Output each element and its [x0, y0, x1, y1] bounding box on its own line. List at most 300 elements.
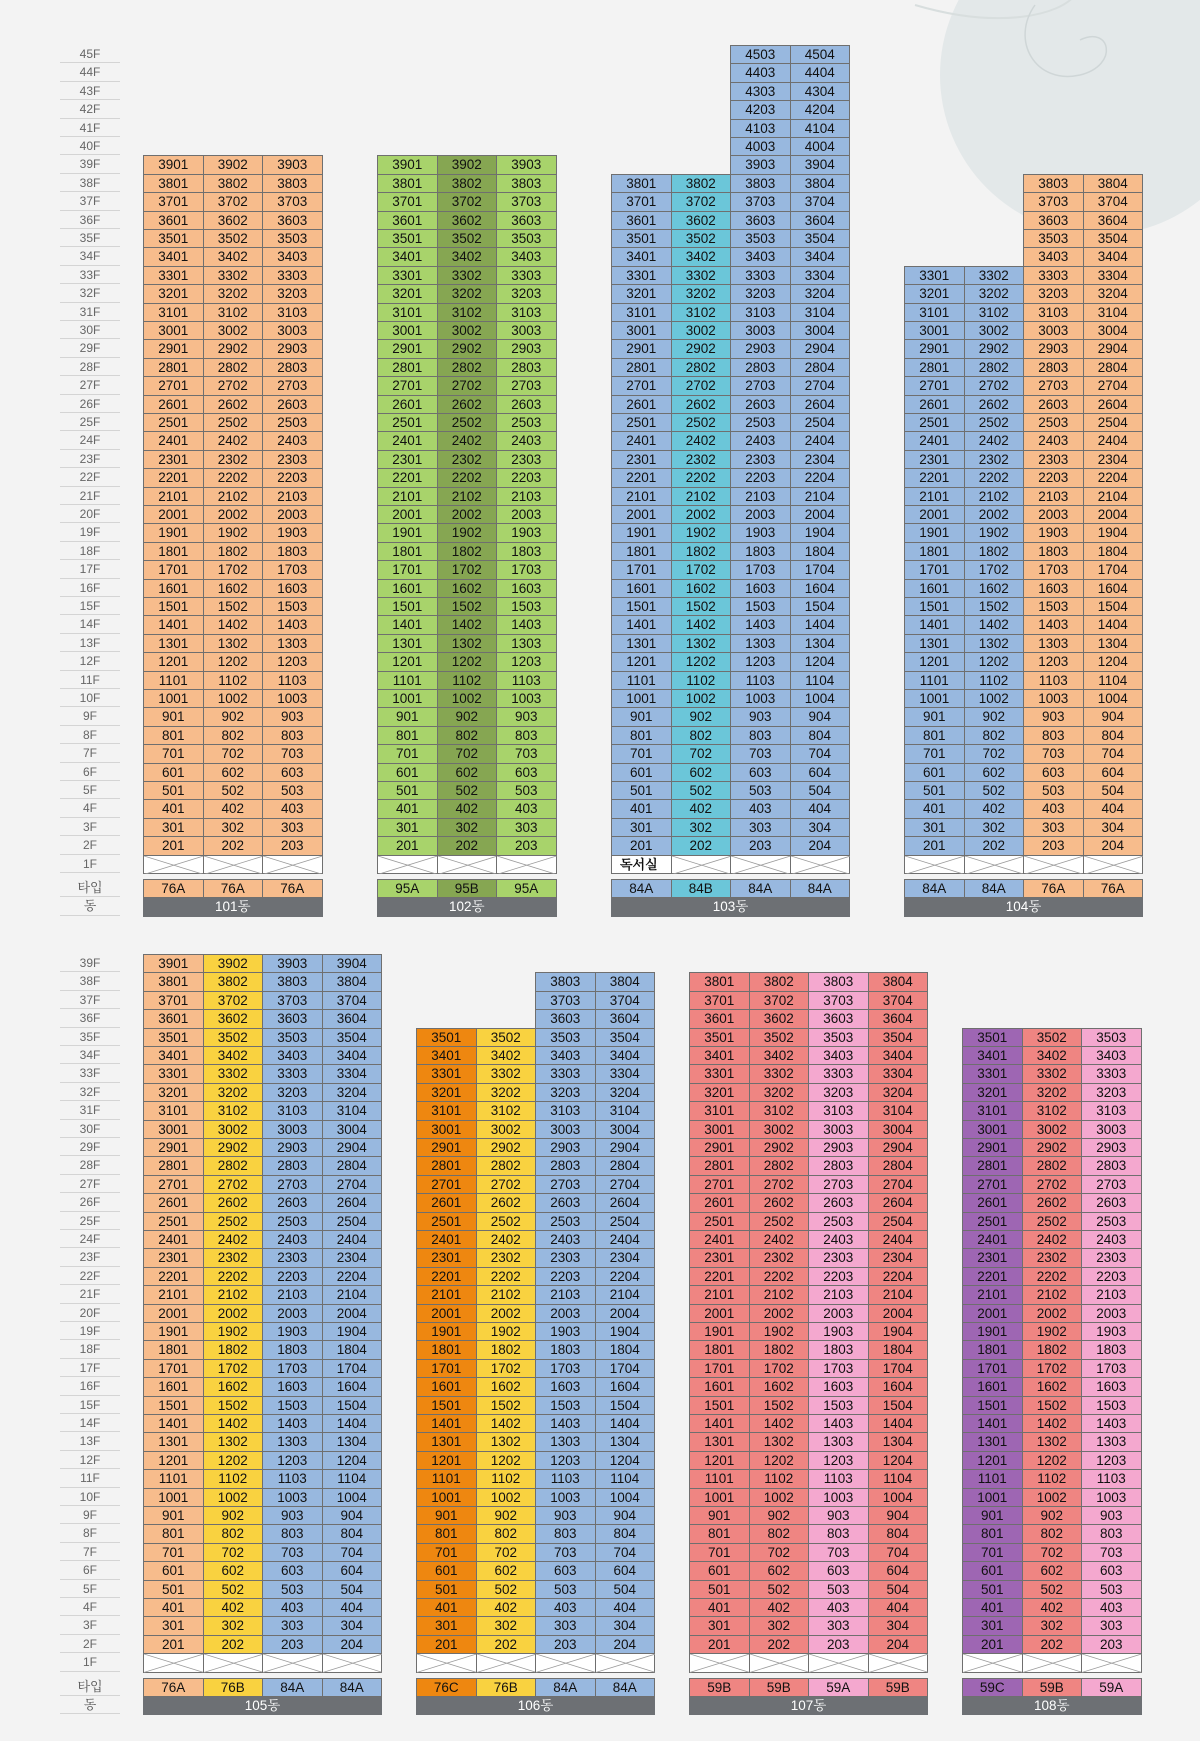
unit-cell: 2902	[437, 339, 498, 358]
unit-cell: 202	[437, 836, 498, 855]
unit-cell: 2102	[1022, 1285, 1083, 1304]
unit-cell: 402	[437, 799, 498, 818]
unit-cell: 1403	[1081, 1414, 1142, 1433]
unit-cell: 1003	[808, 1488, 869, 1507]
unit-cell: 3501	[143, 1028, 204, 1047]
unit-cell: 2703	[808, 1175, 869, 1194]
unit-cell: 3703	[730, 192, 791, 211]
unit-type-cell: 76A	[203, 879, 264, 898]
unit-cell: 702	[203, 1543, 264, 1562]
floor-label: 22F	[60, 1267, 120, 1285]
floor-label: 5F	[60, 1580, 120, 1598]
unit-cell: 1201	[689, 1451, 750, 1470]
unit-cell: 501	[377, 781, 438, 800]
unit-cell: 3803	[808, 972, 869, 991]
unit-cell: 3603	[730, 211, 791, 230]
floor-label: 40F	[60, 137, 120, 155]
library-label: 독서실	[611, 855, 672, 874]
unit-cell: 3201	[689, 1083, 750, 1102]
unit-cell: 2201	[904, 468, 965, 487]
unit-cell: 1704	[322, 1359, 383, 1378]
unit-cell: 1703	[1023, 560, 1084, 579]
unit-cell: 2904	[790, 339, 851, 358]
unit-cell: 3001	[416, 1120, 477, 1139]
pilotis-cross-icon	[1084, 856, 1144, 874]
unit-cell: 804	[1083, 726, 1144, 745]
unit-cell: 502	[1022, 1580, 1083, 1599]
floor-label: 18F	[60, 1340, 120, 1358]
floor-label: 12F	[60, 652, 120, 670]
unit-cell: 501	[143, 1580, 204, 1599]
unit-cell: 3604	[790, 211, 851, 230]
unit-cell: 2204	[868, 1267, 929, 1286]
unit-cell: 2502	[203, 1212, 264, 1231]
unit-cell: 1003	[1023, 689, 1084, 708]
unit-cell: 401	[689, 1598, 750, 1617]
unit-cell: 3503	[496, 229, 557, 248]
unit-cell: 3502	[476, 1028, 537, 1047]
unit-cell: 3303	[1081, 1064, 1142, 1083]
unit-cell: 2901	[377, 339, 438, 358]
unit-cell: 1401	[611, 615, 672, 634]
unit-cell: 1702	[1022, 1359, 1083, 1378]
unit-cell: 2102	[437, 487, 498, 506]
unit-cell: 2802	[749, 1156, 810, 1175]
unit-cell: 2803	[262, 358, 323, 377]
unit-cell: 2103	[1023, 487, 1084, 506]
unit-cell: 204	[322, 1635, 383, 1654]
unit-cell: 3104	[790, 303, 851, 322]
unit-cell: 1801	[611, 542, 672, 561]
unit-cell: 2702	[671, 376, 732, 395]
unit-cell: 3703	[262, 991, 323, 1010]
unit-cell: 2003	[730, 505, 791, 524]
unit-type-cell: 84A	[964, 879, 1025, 898]
unit-cell: 2501	[416, 1212, 477, 1231]
unit-cell: 4004	[790, 137, 851, 156]
unit-cell: 2801	[143, 358, 204, 377]
unit-cell: 2904	[1083, 339, 1144, 358]
unit-cell: 502	[476, 1580, 537, 1599]
unit-type-cell: 59C	[962, 1678, 1023, 1697]
unit-cell: 2401	[416, 1230, 477, 1249]
unit-cell: 2901	[689, 1138, 750, 1157]
pilotis-cross-icon	[965, 856, 1025, 874]
unit-cell: 2803	[496, 358, 557, 377]
unit-cell: 1802	[671, 542, 732, 561]
floor-label: 11F	[60, 671, 120, 689]
unit-cell: 2601	[377, 395, 438, 414]
unit-cell: 1902	[476, 1322, 537, 1341]
floor-label: 30F	[60, 321, 120, 339]
unit-cell: 703	[535, 1543, 596, 1562]
unit-cell: 3102	[476, 1101, 537, 1120]
floor-label: 23F	[60, 450, 120, 468]
unit-cell: 802	[964, 726, 1025, 745]
unit-cell: 3204	[595, 1083, 656, 1102]
unit-cell: 503	[535, 1580, 596, 1599]
unit-cell: 2704	[790, 376, 851, 395]
unit-cell: 2303	[262, 450, 323, 469]
building-name: 108동	[962, 1697, 1142, 1715]
unit-cell: 3803	[262, 972, 323, 991]
unit-cell: 2202	[964, 468, 1025, 487]
unit-cell: 1902	[671, 523, 732, 542]
building-row-label: 동	[60, 1696, 120, 1714]
unit-cell: 2501	[377, 413, 438, 432]
floor-label: 39F	[60, 155, 120, 173]
pilotis-cross-icon	[963, 1654, 1023, 1672]
unit-cell: 2904	[868, 1138, 929, 1157]
unit-cell: 2602	[1022, 1193, 1083, 1212]
unit-cell: 303	[1023, 818, 1084, 837]
unit-cell: 2301	[377, 450, 438, 469]
unit-cell: 801	[689, 1524, 750, 1543]
unit-cell: 1204	[868, 1451, 929, 1470]
unit-cell: 301	[416, 1616, 477, 1635]
unit-cell: 2503	[730, 413, 791, 432]
unit-cell: 902	[203, 707, 264, 726]
unit-cell: 3903	[262, 155, 323, 174]
unit-cell: 1603	[535, 1377, 596, 1396]
unit-cell: 2302	[749, 1248, 810, 1267]
unit-cell: 2401	[962, 1230, 1023, 1249]
unit-cell: 1303	[730, 634, 791, 653]
unit-cell: 803	[808, 1524, 869, 1543]
unit-cell: 3001	[962, 1120, 1023, 1139]
unit-cell: 3102	[1022, 1101, 1083, 1120]
unit-cell: 4003	[730, 137, 791, 156]
unit-cell: 3003	[496, 321, 557, 340]
unit-cell: 2401	[143, 431, 204, 450]
unit-cell: 2103	[535, 1285, 596, 1304]
unit-cell: 3301	[377, 266, 438, 285]
unit-cell: 702	[203, 744, 264, 763]
unit-cell: 2502	[964, 413, 1025, 432]
unit-cell: 303	[730, 818, 791, 837]
unit-cell: 803	[730, 726, 791, 745]
unit-cell: 904	[322, 1506, 383, 1525]
unit-cell: 201	[611, 836, 672, 855]
unit-cell: 2203	[730, 468, 791, 487]
unit-cell: 3003	[535, 1120, 596, 1139]
unit-cell: 503	[262, 781, 323, 800]
unit-cell: 1601	[611, 579, 672, 598]
unit-cell: 2803	[808, 1156, 869, 1175]
unit-cell: 1804	[868, 1340, 929, 1359]
pilotis-cell	[322, 1653, 383, 1672]
unit-cell: 903	[808, 1506, 869, 1525]
unit-cell: 2704	[595, 1175, 656, 1194]
unit-cell: 3702	[749, 991, 810, 1010]
floor-label: 37F	[60, 192, 120, 210]
pilotis-cross-icon	[263, 856, 323, 874]
unit-cell: 604	[868, 1561, 929, 1580]
unit-cell: 904	[1083, 707, 1144, 726]
unit-cell: 2302	[437, 450, 498, 469]
floor-label: 25F	[60, 1212, 120, 1230]
unit-cell: 3101	[904, 303, 965, 322]
floor-label: 44F	[60, 63, 120, 81]
unit-cell: 803	[496, 726, 557, 745]
pilotis-cross-icon	[596, 1654, 656, 1672]
unit-cell: 704	[790, 744, 851, 763]
unit-cell: 3603	[1023, 211, 1084, 230]
unit-cell: 602	[671, 763, 732, 782]
unit-cell: 403	[535, 1598, 596, 1617]
floor-label: 13F	[60, 634, 120, 652]
unit-cell: 3404	[595, 1046, 656, 1065]
unit-cell: 3604	[1083, 211, 1144, 230]
unit-cell: 2804	[868, 1156, 929, 1175]
pilotis-cross-icon	[690, 1654, 750, 1672]
unit-cell: 303	[496, 818, 557, 837]
unit-cell: 2803	[730, 358, 791, 377]
unit-type-cell: 76B	[476, 1678, 537, 1697]
pilotis-cell	[143, 855, 204, 874]
unit-cell: 1004	[595, 1488, 656, 1507]
floor-label: 15F	[60, 1396, 120, 1414]
unit-type-cell: 95B	[437, 879, 498, 898]
unit-cell: 402	[749, 1598, 810, 1617]
unit-cell: 2803	[262, 1156, 323, 1175]
unit-cell: 1902	[203, 1322, 264, 1341]
pilotis-cell	[143, 1653, 204, 1672]
unit-cell: 1301	[143, 1432, 204, 1451]
building-row-label: 동	[60, 897, 120, 915]
unit-cell: 3504	[790, 229, 851, 248]
unit-cell: 3401	[416, 1046, 477, 1065]
unit-cell: 204	[595, 1635, 656, 1654]
unit-cell: 403	[1081, 1598, 1142, 1617]
unit-cell: 504	[595, 1580, 656, 1599]
unit-cell: 1803	[496, 542, 557, 561]
unit-cell: 3602	[203, 211, 264, 230]
floor-label: 45F	[60, 45, 120, 63]
unit-cell: 3002	[476, 1120, 537, 1139]
unit-cell: 3103	[535, 1101, 596, 1120]
unit-cell: 1003	[535, 1488, 596, 1507]
unit-cell: 2204	[790, 468, 851, 487]
unit-cell: 1902	[1022, 1322, 1083, 1341]
unit-cell: 203	[262, 836, 323, 855]
unit-cell: 3001	[143, 321, 204, 340]
unit-cell: 3002	[671, 321, 732, 340]
floor-label: 21F	[60, 487, 120, 505]
unit-cell: 3003	[262, 1120, 323, 1139]
unit-cell: 2304	[1083, 450, 1144, 469]
unit-cell: 3302	[671, 266, 732, 285]
unit-cell: 1703	[496, 560, 557, 579]
unit-cell: 1102	[1022, 1469, 1083, 1488]
unit-cell: 2003	[262, 505, 323, 524]
unit-cell: 3102	[964, 303, 1025, 322]
unit-cell: 3402	[437, 247, 498, 266]
unit-cell: 303	[262, 1616, 323, 1635]
unit-cell: 2404	[322, 1230, 383, 1249]
unit-cell: 2303	[730, 450, 791, 469]
unit-cell: 3502	[203, 229, 264, 248]
unit-cell: 2601	[143, 1193, 204, 1212]
unit-cell: 1101	[416, 1469, 477, 1488]
pilotis-cell	[496, 855, 557, 874]
unit-cell: 2104	[322, 1285, 383, 1304]
unit-cell: 1101	[611, 671, 672, 690]
unit-cell: 1901	[611, 523, 672, 542]
floor-label: 25F	[60, 413, 120, 431]
unit-type-cell: 76C	[416, 1678, 477, 1697]
unit-cell: 2403	[535, 1230, 596, 1249]
floor-label: 26F	[60, 395, 120, 413]
unit-cell: 1804	[595, 1340, 656, 1359]
unit-type-cell: 76B	[203, 1678, 264, 1697]
unit-cell: 1101	[962, 1469, 1023, 1488]
unit-cell: 2103	[496, 487, 557, 506]
unit-cell: 301	[143, 818, 204, 837]
unit-cell: 3801	[689, 972, 750, 991]
unit-cell: 3202	[964, 284, 1025, 303]
unit-cell: 2202	[437, 468, 498, 487]
unit-cell: 2202	[671, 468, 732, 487]
unit-cell: 1404	[868, 1414, 929, 1433]
unit-cell: 2502	[749, 1212, 810, 1231]
unit-cell: 3502	[671, 229, 732, 248]
unit-cell: 904	[595, 1506, 656, 1525]
unit-cell: 1801	[143, 542, 204, 561]
unit-cell: 901	[143, 1506, 204, 1525]
floor-label: 41F	[60, 119, 120, 137]
unit-cell: 1501	[377, 597, 438, 616]
unit-cell: 2603	[496, 395, 557, 414]
unit-cell: 701	[962, 1543, 1023, 1562]
unit-cell: 3502	[203, 1028, 264, 1047]
unit-cell: 3303	[496, 266, 557, 285]
unit-cell: 4504	[790, 45, 851, 64]
unit-cell: 1303	[1081, 1432, 1142, 1451]
unit-cell: 601	[143, 1561, 204, 1580]
unit-cell: 1704	[1083, 560, 1144, 579]
unit-cell: 202	[671, 836, 732, 855]
floor-label: 12F	[60, 1451, 120, 1469]
unit-cell: 3102	[203, 1101, 264, 1120]
unit-cell: 2501	[143, 413, 204, 432]
unit-cell: 1702	[749, 1359, 810, 1378]
unit-cell: 3303	[535, 1064, 596, 1083]
unit-cell: 2802	[964, 358, 1025, 377]
pilotis-cross-icon	[731, 856, 791, 874]
unit-cell: 1601	[143, 1377, 204, 1396]
unit-cell: 2003	[808, 1304, 869, 1323]
unit-cell: 3504	[322, 1028, 383, 1047]
unit-cell: 1901	[904, 523, 965, 542]
unit-cell: 304	[595, 1616, 656, 1635]
unit-cell: 504	[868, 1580, 929, 1599]
unit-cell: 3303	[1023, 266, 1084, 285]
unit-cell: 204	[868, 1635, 929, 1654]
unit-cell: 2604	[1083, 395, 1144, 414]
unit-cell: 901	[962, 1506, 1023, 1525]
unit-cell: 1203	[808, 1451, 869, 1470]
unit-cell: 2901	[611, 339, 672, 358]
pilotis-cell	[790, 855, 851, 874]
unit-cell: 2503	[262, 1212, 323, 1231]
unit-cell: 2601	[143, 395, 204, 414]
unit-cell: 901	[904, 707, 965, 726]
unit-cell: 2201	[377, 468, 438, 487]
unit-cell: 2201	[143, 1267, 204, 1286]
unit-cell: 303	[1081, 1616, 1142, 1635]
unit-cell: 3803	[496, 174, 557, 193]
unit-cell: 201	[904, 836, 965, 855]
unit-cell: 2801	[143, 1156, 204, 1175]
unit-cell: 1404	[1083, 615, 1144, 634]
unit-cell: 402	[203, 799, 264, 818]
unit-cell: 1104	[790, 671, 851, 690]
unit-cell: 2401	[904, 431, 965, 450]
unit-cell: 3602	[671, 211, 732, 230]
unit-cell: 1201	[377, 652, 438, 671]
unit-cell: 3703	[808, 991, 869, 1010]
unit-cell: 2302	[1022, 1248, 1083, 1267]
unit-cell: 1701	[904, 560, 965, 579]
floor-label: 34F	[60, 1046, 120, 1064]
unit-cell: 3601	[143, 1009, 204, 1028]
unit-cell: 3303	[262, 266, 323, 285]
unit-cell: 2301	[904, 450, 965, 469]
unit-cell: 1803	[535, 1340, 596, 1359]
unit-cell: 1303	[262, 634, 323, 653]
unit-cell: 1001	[962, 1488, 1023, 1507]
unit-cell: 3802	[203, 174, 264, 193]
unit-cell: 2101	[611, 487, 672, 506]
unit-cell: 2703	[1023, 376, 1084, 395]
unit-cell: 2804	[322, 1156, 383, 1175]
unit-cell: 3101	[416, 1101, 477, 1120]
unit-cell: 2704	[322, 1175, 383, 1194]
unit-cell: 1501	[904, 597, 965, 616]
unit-cell: 201	[962, 1635, 1023, 1654]
unit-cell: 1501	[689, 1396, 750, 1415]
unit-cell: 504	[790, 781, 851, 800]
unit-cell: 1001	[143, 689, 204, 708]
unit-cell: 501	[689, 1580, 750, 1599]
unit-cell: 2101	[143, 1285, 204, 1304]
unit-cell: 3801	[143, 174, 204, 193]
unit-cell: 1504	[868, 1396, 929, 1415]
unit-cell: 3203	[1081, 1083, 1142, 1102]
unit-cell: 903	[1023, 707, 1084, 726]
unit-cell: 3302	[203, 266, 264, 285]
unit-type-cell: 95A	[496, 879, 557, 898]
unit-cell: 302	[749, 1616, 810, 1635]
unit-cell: 1602	[203, 1377, 264, 1396]
unit-cell: 1102	[749, 1469, 810, 1488]
unit-cell: 1903	[262, 523, 323, 542]
unit-type-cell: 59B	[1022, 1678, 1083, 1697]
unit-cell: 2504	[868, 1212, 929, 1231]
unit-cell: 1401	[143, 615, 204, 634]
unit-cell: 1801	[904, 542, 965, 561]
unit-cell: 3403	[730, 247, 791, 266]
unit-cell: 1201	[904, 652, 965, 671]
unit-cell: 703	[808, 1543, 869, 1562]
unit-cell: 2204	[322, 1267, 383, 1286]
floor-label: 43F	[60, 82, 120, 100]
building-name: 101동	[143, 898, 323, 916]
unit-cell: 902	[203, 1506, 264, 1525]
unit-cell: 1603	[496, 579, 557, 598]
unit-cell: 703	[262, 744, 323, 763]
